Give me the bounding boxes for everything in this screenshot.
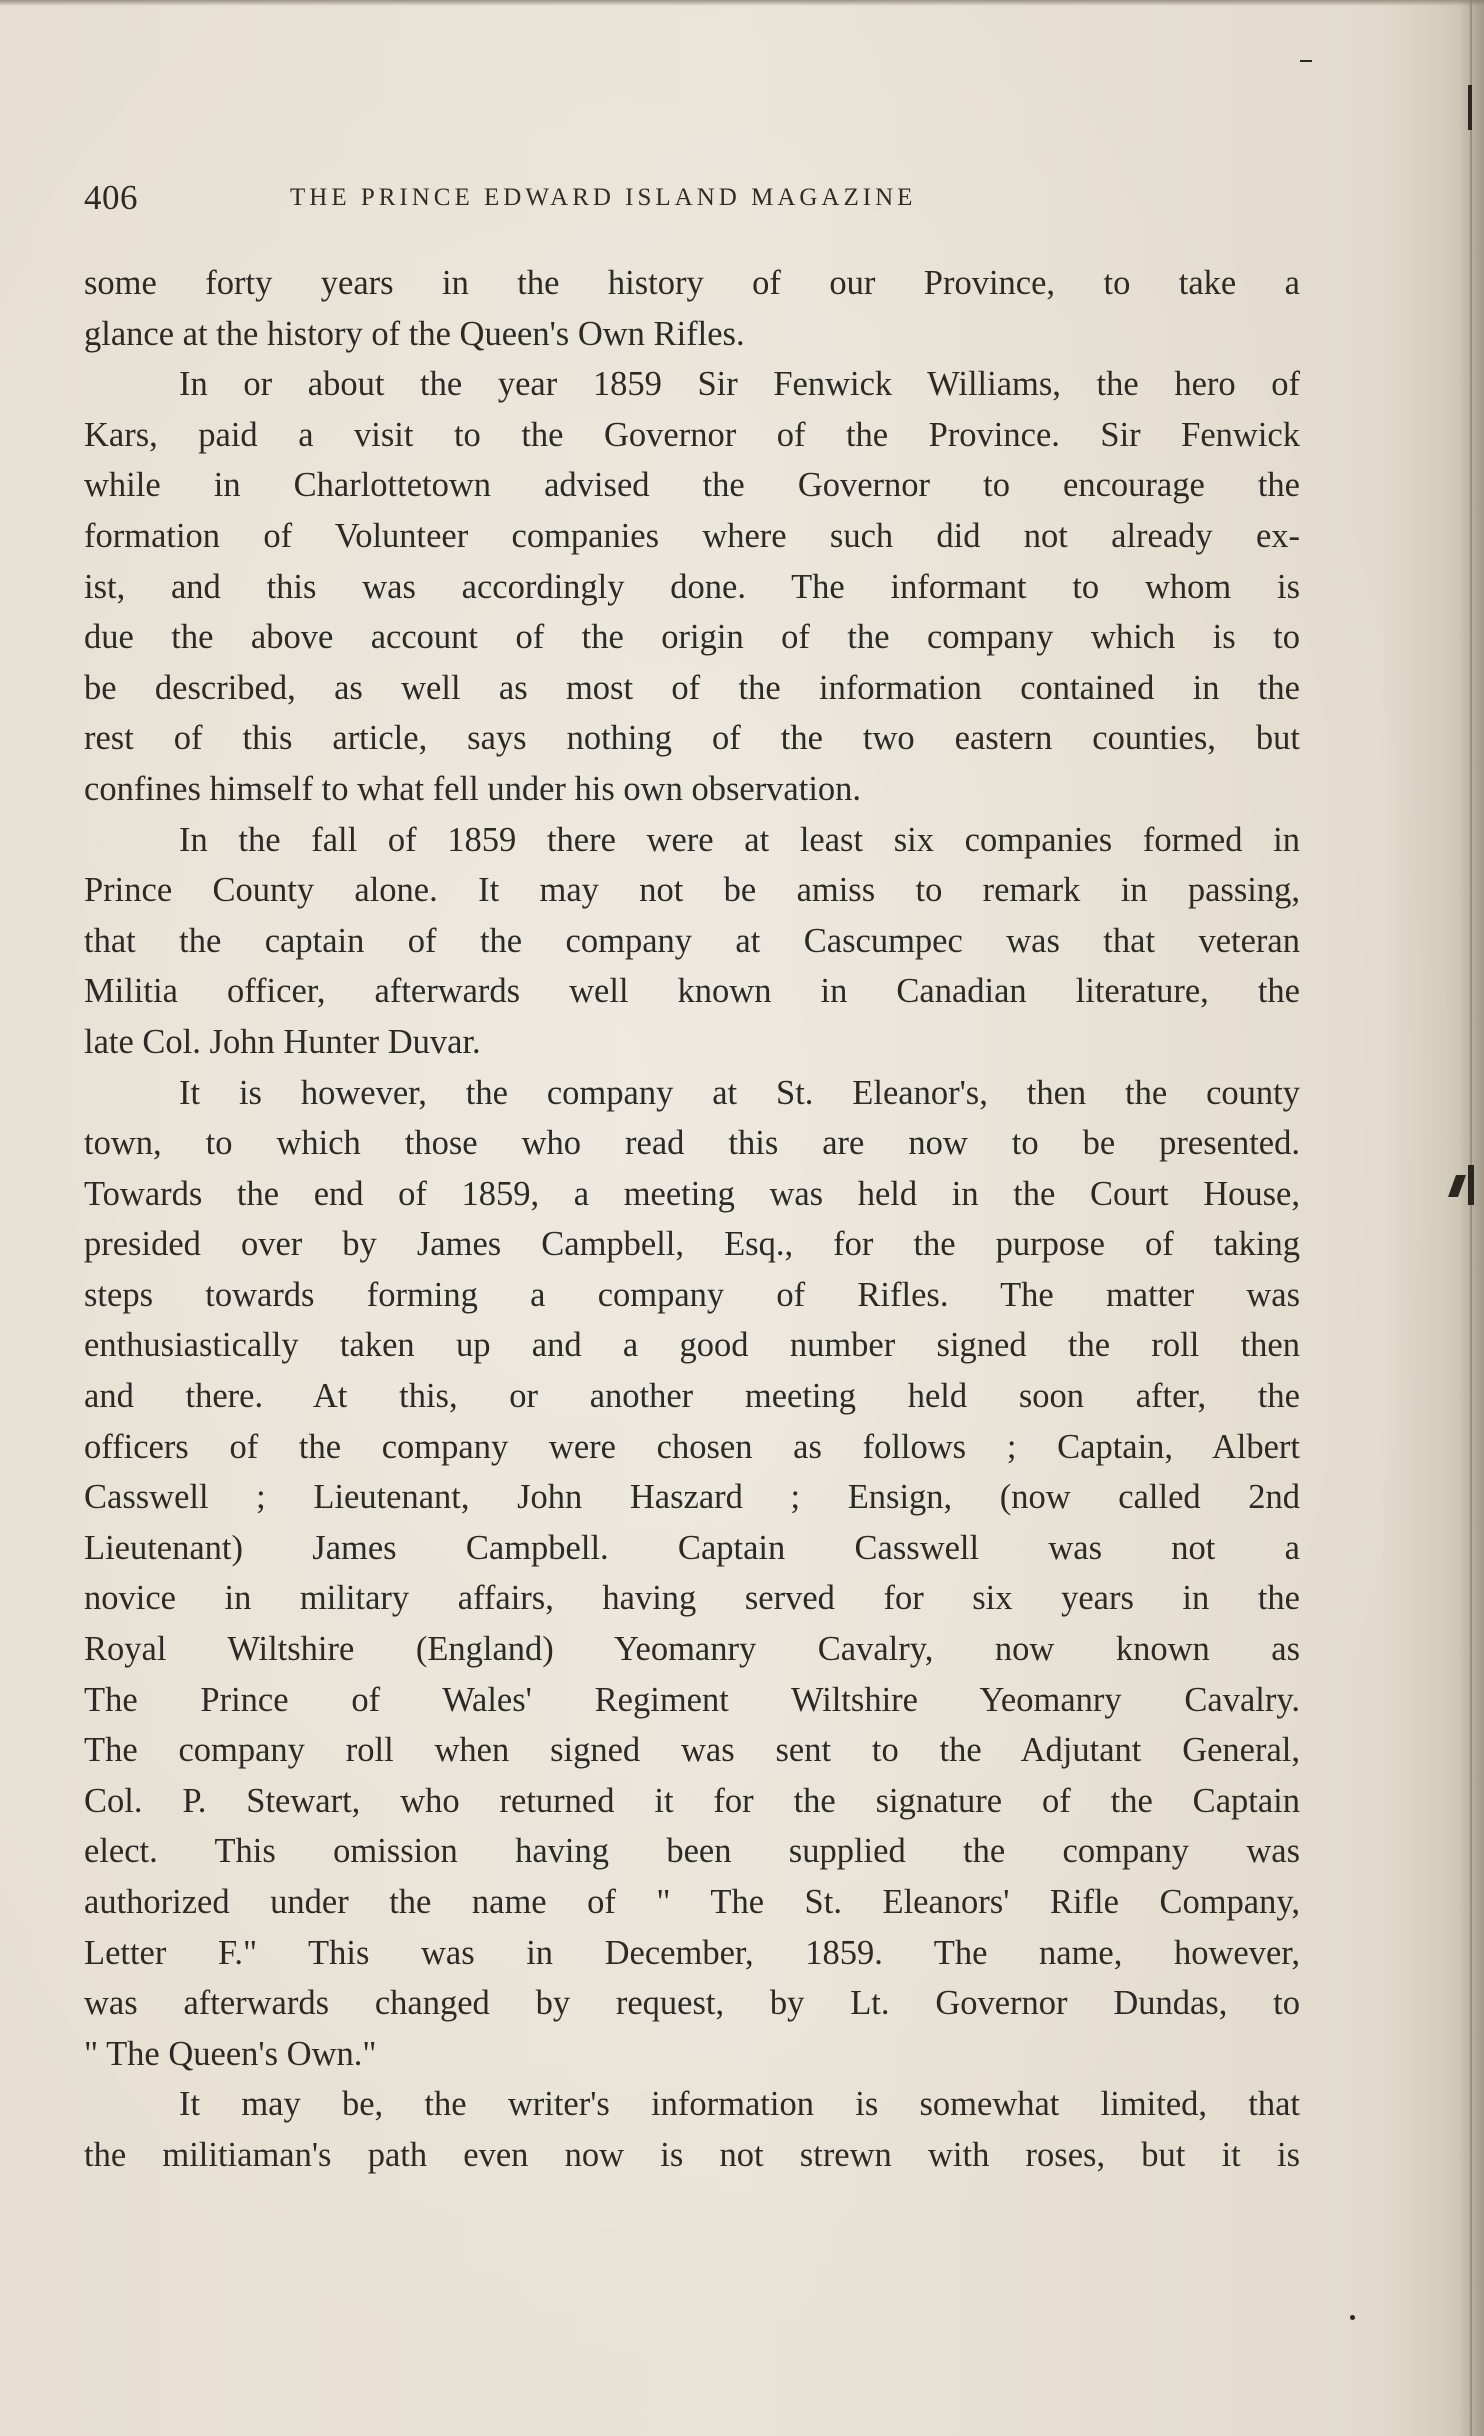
ink-speck xyxy=(1300,60,1312,62)
page-edge-line xyxy=(1470,0,1472,2436)
text-line: The Prince of Wales' Regiment Wiltshire Yeomanry Cavalry. xyxy=(84,1680,1300,1719)
text-line: that the captain of the company at Cascumpec was that veteran xyxy=(84,921,1300,960)
text-line: some forty years in the history of our Province, to take a xyxy=(84,264,1300,302)
text-line: town, to which those who read this are now to be presented. xyxy=(84,1124,1300,1163)
ink-speck xyxy=(1350,2315,1355,2320)
text-line: due the above account of the origin of the company which is to xyxy=(84,618,1300,657)
paragraph xyxy=(84,815,1300,1068)
text-line: steps towards forming a company of Rifles. The matter was xyxy=(84,1275,1300,1314)
text-line: officers of the company were chosen as follows ; Captain, Albert xyxy=(84,1427,1300,1466)
text-line: Prince County alone. It may not be amiss to remark in passing, xyxy=(84,871,1300,910)
text-line: enthusiastically taken up and a good number signed the roll then xyxy=(84,1326,1300,1365)
text-line: rest of this article, says nothing of the two eastern counties, but xyxy=(84,719,1300,758)
text-line: novice in military affairs, having served for six years in the xyxy=(84,1579,1300,1618)
text-line: and there. At this, or another meeting held soon after, the xyxy=(84,1377,1300,1416)
text-line: while in Charlottetown advised the Governor to encourage the xyxy=(84,466,1300,505)
text-line: " The Queen's Own." xyxy=(84,2034,377,2073)
text-line: confines himself to what fell under his own observation. xyxy=(84,769,862,808)
ink-speck xyxy=(1468,1165,1474,1205)
text-line: was afterwards changed by request, by Lt. Governor Dundas, to xyxy=(84,1984,1300,2023)
text-line: Col. P. Stewart, who returned it for the signature of the Captain xyxy=(84,1781,1300,1820)
text-line: formation of Volunteer companies where such did not already ex- xyxy=(84,516,1300,555)
text-line: The company roll when signed was sent to the Adjutant General, xyxy=(84,1731,1300,1770)
text-line: Royal Wiltshire (England) Yeomanry Cavalry, now known as xyxy=(84,1630,1300,1669)
running-title: THE PRINCE EDWARD ISLAND MAGAZINE xyxy=(290,184,917,211)
text-line: Militia officer, afterwards well known in Canadian literature, the xyxy=(84,972,1300,1011)
text-line: It is however, the company at St. Eleanor's, then the county xyxy=(179,1073,1300,1112)
article-body xyxy=(84,258,1300,2181)
page-top-edge xyxy=(0,0,1484,6)
page-header xyxy=(84,178,1084,228)
text-line: In the fall of 1859 there were at least six companies formed in xyxy=(179,820,1300,859)
text-line: authorized under the name of " The St. Eleanors' Rifle Company, xyxy=(84,1883,1300,1921)
text-line: Lieutenant) James Campbell. Captain Casswell was not a xyxy=(84,1528,1300,1567)
paragraph xyxy=(84,2079,1300,2180)
page-number: 406 xyxy=(84,178,138,217)
paragraph xyxy=(84,258,1300,359)
text-line: ist, and this was accordingly done. The informant to whom is xyxy=(84,567,1300,606)
ink-speck xyxy=(1468,85,1472,130)
paragraph xyxy=(84,359,1300,814)
text-line: presided over by James Campbell, Esq., for the purpose of taking xyxy=(84,1225,1300,1264)
text-line: glance at the history of the Queen's Own Rifles. xyxy=(84,314,745,353)
text-line: It may be, the writer's information is somewhat limited, that xyxy=(179,2085,1300,2124)
text-line: In or about the year 1859 Sir Fenwick Williams, the hero of xyxy=(179,365,1300,404)
text-line: Towards the end of 1859, a meeting was held in the Court House, xyxy=(84,1174,1300,1213)
text-line: be described, as well as most of the information contained in the xyxy=(84,668,1300,707)
text-line: elect. This omission having been supplied the company was xyxy=(84,1832,1300,1871)
text-line: the militiaman's path even now is not strewn with roses, but it is xyxy=(84,2135,1300,2174)
text-line: Casswell ; Lieutenant, John Haszard ; Ensign, (now called 2nd xyxy=(84,1478,1300,1517)
text-line: late Col. John Hunter Duvar. xyxy=(84,1022,481,1061)
text-line: Letter F." This was in December, 1859. The name, however, xyxy=(84,1933,1300,1972)
paragraph xyxy=(84,1068,1300,2080)
text-line: Kars, paid a visit to the Governor of the Province. Sir Fenwick xyxy=(84,415,1300,454)
